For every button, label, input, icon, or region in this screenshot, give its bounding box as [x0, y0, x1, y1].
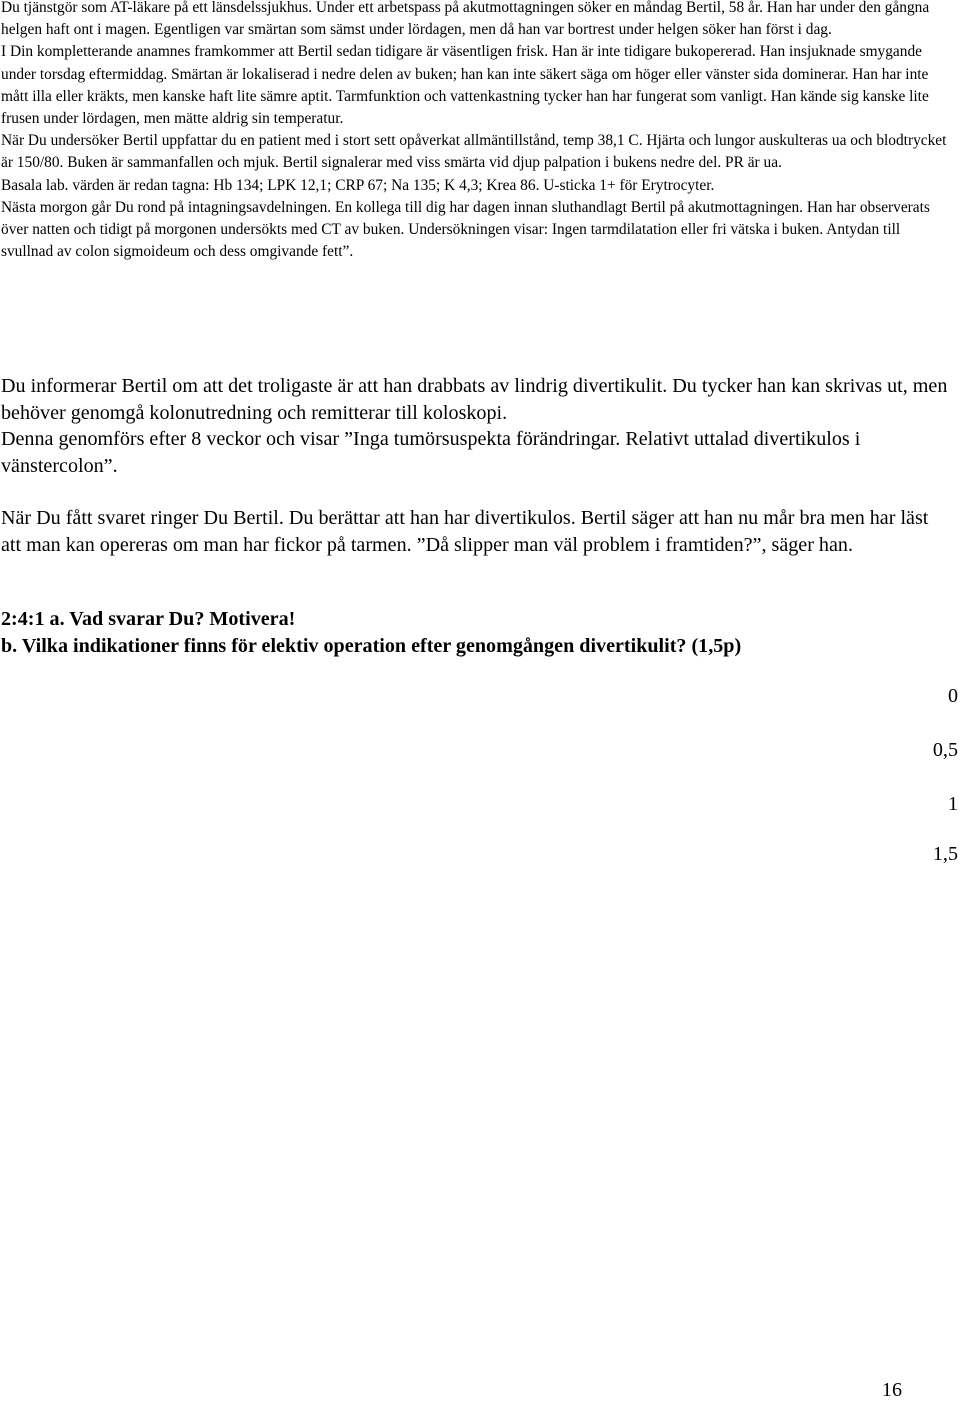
case-lab-values-paragraph: Basala lab. värden är redan tagna: Hb 134; LPK 12,1; CRP 67; Na 135; K 4,3; Krea 86. U-sticka 1+ för Erytrocyter.: [1, 176, 715, 194]
followup-block-1: [1, 373, 953, 479]
case-anamnesis-paragraph: I Din kompletterande anamnes framkommer att Bertil sedan tidigare är väsentligen frisk. Han är inte tidigare bukopererad. Han insjuknade smygande under torsdag eftermiddag. Smärtan är lokaliserad i nedre delen av buken; han kan inte säkert säga om höger eller vänster sida dominerar. Han har inte mått illa eller kräkts, men kanske haft lite sämre aptit. Tarmfunktion och vattenkastning tycker han har fungerat som vanligt. Han kände sig kanske lite frusen under lördagen, men mätte aldrig sin temperatur.: [1, 43, 929, 128]
page-number: 16: [881, 1379, 902, 1401]
case-description: [1, 0, 953, 263]
score-option-0: 0: [947, 685, 958, 707]
case-examination-paragraph: När Du undersöker Bertil uppfattar du en patient med i stort sett opåverkat allmäntillstånd, temp 38,1 C. Hjärta och lungor auskulteras ua och blodtrycket är 150/80. Buken är sammanfallen och mjuk. Bertil signalerar med viss smärta vid djup palpation i bukens nedre del. PR är ua.: [1, 132, 947, 172]
question-b: b. Vilka indikationer finns för elektiv operation efter genomgången divertikulit? (1,5p): [1, 634, 742, 657]
case-ct-paragraph: Nästa morgon går Du rond på intagningsavdelningen. En kollega till dig har dagen innan sluthandlagt Bertil på akutmottagningen. Han har observerats över natten och tidigt på morgonen undersökts med CT av buken. Undersökningen visar: Ingen tarmdilatation eller fri vätska i buken. Antydan till svullnad av colon sigmoideum och dess omgivande fett”.: [1, 198, 930, 261]
case-intro-paragraph: Du tjänstgör som AT-läkare på ett länsdelssjukhus. Under ett arbetspass på akutmottagningen söker en måndag Bertil, 58 år. Han har under den gångna helgen haft ont i magen. Egentligen var smärtan som sämst under lördagen, men då han var bortrest under helgen söker han först i dag.: [1, 0, 930, 39]
followup-colonoscopy-paragraph: Denna genomförs efter 8 veckor och visar ”Inga tumörsuspekta förändringar. Relativt uttalad divertikulos i vänstercolon”.: [1, 428, 861, 477]
followup-block-2: [1, 505, 953, 558]
followup-phone-call-paragraph: När Du fått svaret ringer Du Bertil. Du berättar att han har divertikulos. Bertil säger att han nu mår bra men har läst att man kan opereras om man har fickor på tarmen. ”Då slipper man väl problem i framtiden?”, säger han.: [1, 507, 929, 556]
question-a: 2:4:1 a. Vad svarar Du? Motivera!: [1, 608, 296, 630]
followup-diagnosis-paragraph: Du informerar Bertil om att det troligaste är att han drabbats av lindrig divertikulit. Du tycker han kan skrivas ut, men behöver genomgå kolonutredning och remitterar till koloskopi.: [1, 375, 948, 424]
score-option-1-5: 1,5: [932, 843, 958, 865]
score-option-0-5: 0,5: [932, 739, 958, 761]
questions-block: [1, 606, 953, 659]
score-option-1: 1: [947, 793, 958, 815]
